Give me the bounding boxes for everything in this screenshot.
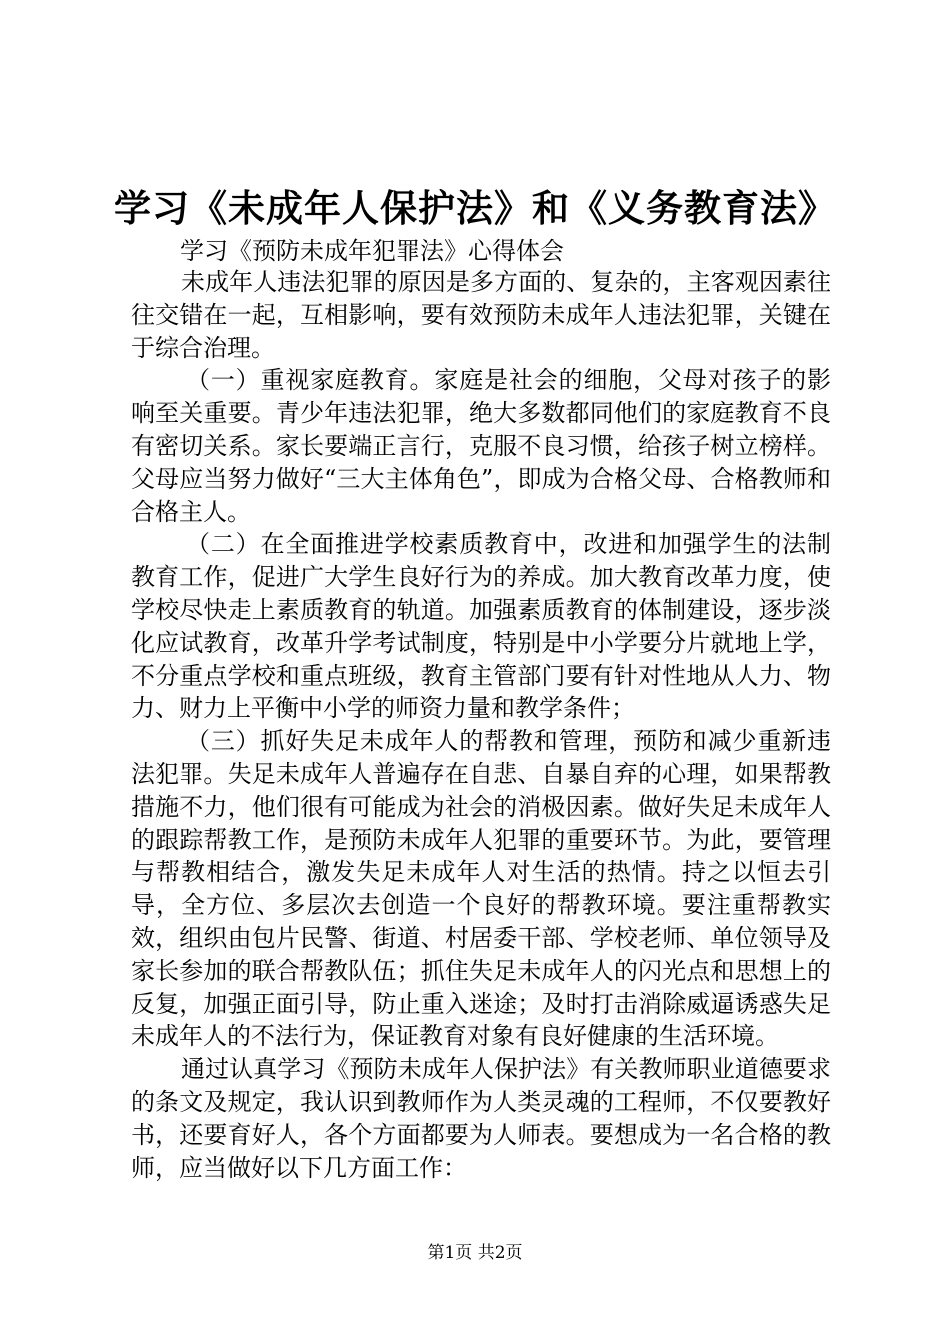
paragraph-family-education: （一）重视家庭教育。家庭是社会的细胞，父母对孩子的影响至关重要。青少年违法犯罪，绝大多数都同他们的家庭教育不良有密切关系。家长要端正言行，克服不良习惯，给孩子树立榜样。父母应当努力做好“三大主体角色”，即成为合格父母、合格教师和合格主人。: [131, 366, 831, 526]
paragraph-school-education: （二）在全面推进学校素质教育中，改进和加强学生的法制教育工作，促进广大学生良好行为的养成。加大教育改革力度，使学校尽快走上素质教育的轨道。加强素质教育的体制建设，逐步淡化应试教育，改革升学考试制度，特别是中小学要分片就地上学，不分重点学校和重点班级，教育主管部门要有针对性地从人力、物力、财力上平衡中小学的师资力量和教学条件；: [131, 530, 831, 723]
paragraph-teacher-ethics: 通过认真学习《预防未成年人保护法》有关教师职业道德要求的条文及规定，我认识到教师作为人类灵魂的工程师，不仅要教好书，还要育好人，各个方面都要为人师表。要想成为一名合格的教师，应当做好以下几方面工作：: [131, 1055, 831, 1182]
paragraph-rehabilitation: （三）抓好失足未成年人的帮教和管理，预防和减少重新违法犯罪。失足未成年人普遍存在自悲、自暴自弃的心理，如果帮教措施不力，他们很有可能成为社会的消极因素。做好失足未成年人的跟踪帮教工作，是预防未成年人犯罪的重要环节。为此，要管理与帮教相结合，激发失足未成年人对生活的热情。持之以恒去引导，全方位、多层次去创造一个良好的帮教环境。要注重帮教实效，组织由包片民警、街道、村居委干部、学校老师、单位领导及家长参加的联合帮教队伍；抓住失足未成年人的闪光点和思想上的反复，加强正面引导，防止重入迷途；及时打击消除威逼诱惑失足未成年人的不法行为，保证教育对象有良好健康的生活环境。: [131, 727, 831, 1051]
document-body: [131, 266, 831, 1184]
document-title: 学习《未成年人保护法》和《义务教育法》: [114, 186, 836, 230]
paragraph-intro: 未成年人违法犯罪的原因是多方面的、复杂的，主客观因素往往交错在一起，互相影响，要有效预防未成年人违法犯罪，关键在于综合治理。: [131, 268, 831, 362]
document-subtitle: 学习《预防未成年犯罪法》心得体会: [180, 237, 564, 265]
page-footer: 第1页 共2页: [427, 1243, 523, 1263]
